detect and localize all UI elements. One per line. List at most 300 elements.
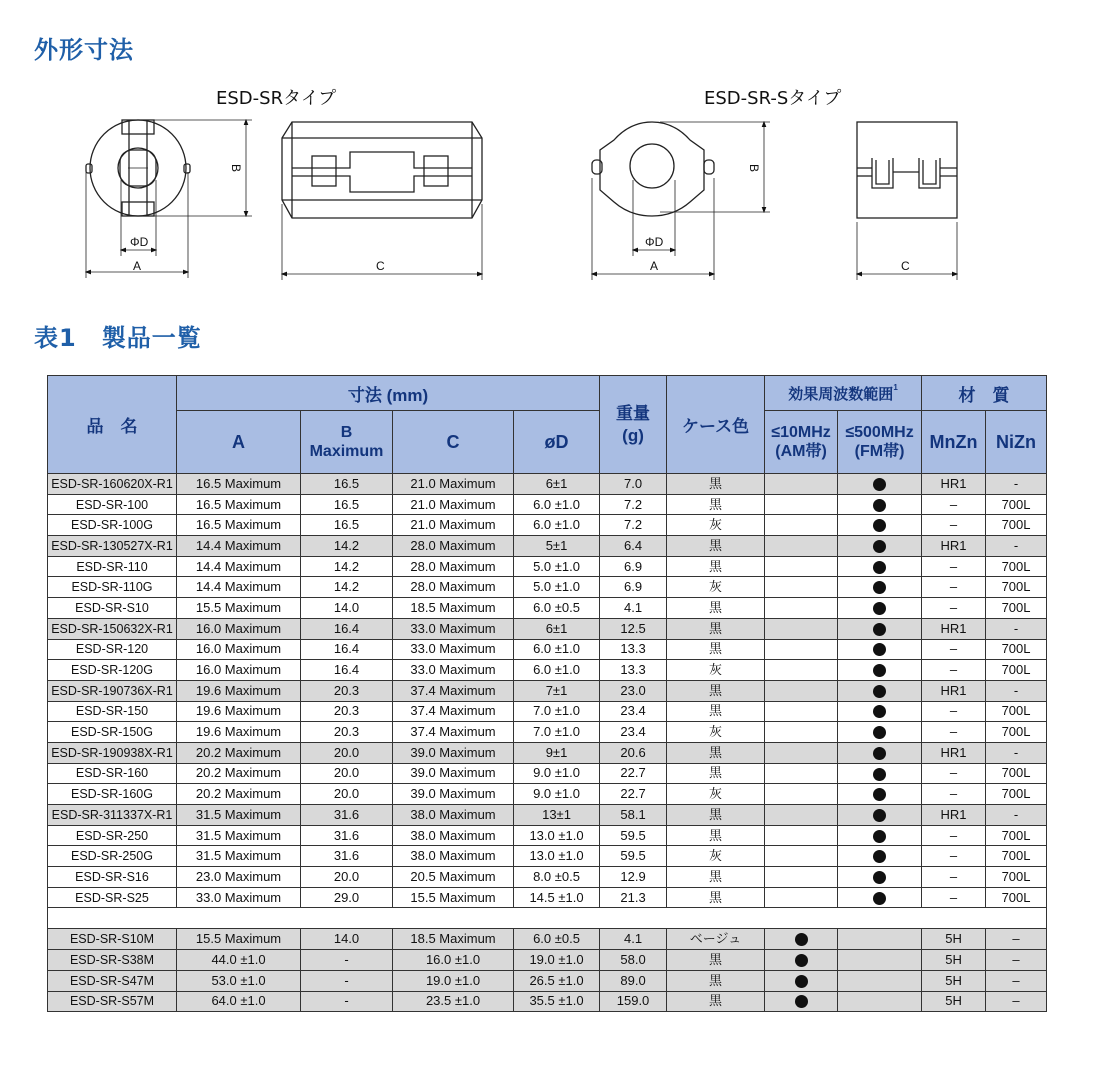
cell-d: 9±1 [514, 742, 600, 763]
cell-color: 黒 [667, 598, 765, 619]
cell-am [765, 618, 838, 639]
cell-w: 12.9 [600, 867, 667, 888]
cell-fm [838, 763, 922, 784]
cell-c: 28.0 Maximum [393, 556, 514, 577]
cell-a: 31.5 Maximum [177, 846, 301, 867]
cell-c: 28.0 Maximum [393, 577, 514, 598]
cell-name: ESD-SR-150G [48, 722, 177, 743]
cell-nizn: – [986, 950, 1047, 971]
cell-d: 6.0 ±1.0 [514, 494, 600, 515]
cell-mnzn: – [922, 598, 986, 619]
cell-a: 16.0 Maximum [177, 639, 301, 660]
cell-w: 12.5 [600, 618, 667, 639]
cell-nizn: – [986, 991, 1047, 1012]
cell-d: 9.0 ±1.0 [514, 763, 600, 784]
esd-sr-front-view [86, 120, 190, 216]
section-title-product-list: 表1 製品一覧 [34, 324, 202, 352]
cell-name: ESD-SR-100 [48, 494, 177, 515]
cell-am [765, 991, 838, 1012]
cell-am [765, 660, 838, 681]
table-row [48, 701, 1047, 722]
cell-b: 20.0 [301, 867, 393, 888]
cell-color: 灰 [667, 846, 765, 867]
label-a-left: A [133, 259, 142, 273]
cell-nizn: 700L [986, 701, 1047, 722]
cell-d: 13.0 ±1.0 [514, 825, 600, 846]
cell-color: 黒 [667, 618, 765, 639]
cell-mnzn: – [922, 577, 986, 598]
cell-mnzn: 5H [922, 970, 986, 991]
header-col-c: C [393, 411, 514, 474]
cell-c: 39.0 Maximum [393, 784, 514, 805]
cell-am [765, 536, 838, 557]
cell-name: ESD-SR-160 [48, 763, 177, 784]
header-product-name: 品 名 [48, 376, 177, 474]
cell-a: 31.5 Maximum [177, 805, 301, 826]
cell-am [765, 494, 838, 515]
header-col-b: B Maximum [301, 411, 393, 474]
cell-fm [838, 660, 922, 681]
header-effective-frequency: 効果周波数範囲$^1$ [765, 376, 922, 411]
cell-mnzn: – [922, 722, 986, 743]
cell-c: 33.0 Maximum [393, 639, 514, 660]
cell-d: 19.0 ±1.0 [514, 950, 600, 971]
filled-circle-icon [873, 809, 886, 822]
cell-name: ESD-SR-130527X-R1 [48, 536, 177, 557]
cell-c: 37.4 Maximum [393, 680, 514, 701]
label-phid-right: ΦD [645, 235, 664, 249]
product-spec-table [47, 375, 1047, 1012]
cell-w: 20.6 [600, 742, 667, 763]
cell-am [765, 805, 838, 826]
cell-a: 16.5 Maximum [177, 494, 301, 515]
cell-d: 14.5 ±1.0 [514, 887, 600, 908]
cell-name: ESD-SR-110G [48, 577, 177, 598]
label-b-left: B [229, 164, 243, 173]
table-row [48, 660, 1047, 681]
header-material: 材 質 [922, 376, 1047, 411]
cell-fm [838, 846, 922, 867]
cell-a: 19.6 Maximum [177, 701, 301, 722]
cell-nizn: 700L [986, 660, 1047, 681]
cell-a: 15.5 Maximum [177, 929, 301, 950]
table-row [48, 515, 1047, 536]
filled-circle-icon [873, 871, 886, 884]
cell-mnzn: 5H [922, 950, 986, 971]
cell-b: 16.4 [301, 639, 393, 660]
cell-color: 黒 [667, 763, 765, 784]
cell-fm [838, 867, 922, 888]
cell-c: 16.0 ±1.0 [393, 950, 514, 971]
cell-a: 19.6 Maximum [177, 722, 301, 743]
cell-nizn: 700L [986, 598, 1047, 619]
cell-c: 18.5 Maximum [393, 598, 514, 619]
cell-a: 16.5 Maximum [177, 474, 301, 495]
cell-name: ESD-SR-120G [48, 660, 177, 681]
cell-nizn: - [986, 618, 1047, 639]
cell-fm [838, 825, 922, 846]
cell-c: 21.0 Maximum [393, 474, 514, 495]
header-col-a: A [177, 411, 301, 474]
cell-d: 5.0 ±1.0 [514, 556, 600, 577]
cell-d: 7.0 ±1.0 [514, 722, 600, 743]
cell-w: 6.4 [600, 536, 667, 557]
cell-c: 38.0 Maximum [393, 805, 514, 826]
cell-b: - [301, 991, 393, 1012]
cell-c: 33.0 Maximum [393, 660, 514, 681]
cell-color: 黒 [667, 680, 765, 701]
spacer-cell [48, 908, 1047, 929]
cell-d: 5.0 ±1.0 [514, 577, 600, 598]
table-row [48, 991, 1047, 1012]
cell-c: 15.5 Maximum [393, 887, 514, 908]
cell-b: 16.4 [301, 660, 393, 681]
table-row [48, 867, 1047, 888]
cell-nizn: 700L [986, 825, 1047, 846]
filled-circle-icon [795, 995, 808, 1008]
cell-name: ESD-SR-250G [48, 846, 177, 867]
cell-am [765, 929, 838, 950]
filled-circle-icon [873, 581, 886, 594]
cell-am [765, 474, 838, 495]
filled-circle-icon [873, 478, 886, 491]
cell-nizn: 700L [986, 867, 1047, 888]
cell-nizn: - [986, 474, 1047, 495]
cell-b: 31.6 [301, 846, 393, 867]
cell-name: ESD-SR-250 [48, 825, 177, 846]
cell-am [765, 763, 838, 784]
filled-circle-icon [873, 788, 886, 801]
header-mnzn: MnZn [922, 411, 986, 474]
cell-c: 39.0 Maximum [393, 742, 514, 763]
cell-w: 6.9 [600, 577, 667, 598]
label-b-right: B [747, 164, 761, 173]
cell-b: 14.2 [301, 577, 393, 598]
filled-circle-icon [873, 643, 886, 656]
cell-d: 6.0 ±0.5 [514, 598, 600, 619]
section-title-dimensions: 外形寸法 [34, 36, 134, 64]
cell-name: ESD-SR-110 [48, 556, 177, 577]
filled-circle-icon [873, 768, 886, 781]
cell-color: 黒 [667, 742, 765, 763]
cell-w: 7.2 [600, 494, 667, 515]
cell-mnzn: HR1 [922, 618, 986, 639]
cell-name: ESD-SR-190736X-R1 [48, 680, 177, 701]
cell-a: 31.5 Maximum [177, 825, 301, 846]
cell-w: 4.1 [600, 929, 667, 950]
cell-fm [838, 536, 922, 557]
cell-mnzn: – [922, 763, 986, 784]
esd-sr-s-side-view [857, 122, 957, 218]
cell-b: 20.0 [301, 784, 393, 805]
table-row [48, 598, 1047, 619]
cell-color: 黒 [667, 536, 765, 557]
table-row [48, 846, 1047, 867]
cell-b: 20.3 [301, 722, 393, 743]
cell-color: ベージュ [667, 929, 765, 950]
cell-fm [838, 618, 922, 639]
table-row [48, 722, 1047, 743]
cell-b: 31.6 [301, 825, 393, 846]
cell-c: 33.0 Maximum [393, 618, 514, 639]
cell-a: 33.0 Maximum [177, 887, 301, 908]
table-row [48, 618, 1047, 639]
label-c-right: C [901, 259, 910, 273]
cell-color: 灰 [667, 515, 765, 536]
cell-b: 16.4 [301, 618, 393, 639]
filled-circle-icon [873, 892, 886, 905]
cell-mnzn: HR1 [922, 742, 986, 763]
cell-w: 59.5 [600, 846, 667, 867]
table-row [48, 950, 1047, 971]
cell-b: 16.5 [301, 474, 393, 495]
table-body [48, 474, 1047, 1012]
cell-nizn: 700L [986, 763, 1047, 784]
cell-a: 19.6 Maximum [177, 680, 301, 701]
cell-d: 5±1 [514, 536, 600, 557]
label-a-right: A [650, 259, 659, 273]
cell-b: 20.3 [301, 701, 393, 722]
cell-nizn: - [986, 742, 1047, 763]
cell-mnzn: – [922, 784, 986, 805]
cell-name: ESD-SR-150 [48, 701, 177, 722]
cell-b: 20.0 [301, 742, 393, 763]
cell-b: - [301, 950, 393, 971]
cell-name: ESD-SR-120 [48, 639, 177, 660]
cell-w: 22.7 [600, 763, 667, 784]
cell-mnzn: – [922, 846, 986, 867]
cell-mnzn: HR1 [922, 805, 986, 826]
cell-a: 16.5 Maximum [177, 515, 301, 536]
cell-name: ESD-SR-S16 [48, 867, 177, 888]
cell-w: 23.4 [600, 701, 667, 722]
cell-mnzn: HR1 [922, 680, 986, 701]
cell-d: 8.0 ±0.5 [514, 867, 600, 888]
cell-color: 黒 [667, 825, 765, 846]
cell-fm [838, 680, 922, 701]
cell-w: 21.3 [600, 887, 667, 908]
cell-b: 20.3 [301, 680, 393, 701]
cell-color: 灰 [667, 784, 765, 805]
cell-am [765, 577, 838, 598]
cell-am [765, 846, 838, 867]
table-row [48, 805, 1047, 826]
table-row [48, 742, 1047, 763]
cell-fm [838, 577, 922, 598]
filled-circle-icon [873, 747, 886, 760]
cell-a: 53.0 ±1.0 [177, 970, 301, 991]
cell-fm [838, 598, 922, 619]
dimension-diagrams [0, 0, 1100, 300]
cell-a: 64.0 ±1.0 [177, 991, 301, 1012]
cell-color: 黒 [667, 701, 765, 722]
table-row [48, 784, 1047, 805]
cell-mnzn: – [922, 701, 986, 722]
cell-name: ESD-SR-S10 [48, 598, 177, 619]
filled-circle-icon [795, 933, 808, 946]
cell-w: 6.9 [600, 556, 667, 577]
cell-name: ESD-SR-150632X-R1 [48, 618, 177, 639]
header-dimensions: 寸法 (mm) [177, 376, 600, 411]
cell-w: 159.0 [600, 991, 667, 1012]
table-row [48, 577, 1047, 598]
table-row [48, 929, 1047, 950]
table-row [48, 887, 1047, 908]
table-spacer-row [48, 908, 1047, 929]
cell-fm [838, 991, 922, 1012]
cell-color: 黒 [667, 867, 765, 888]
cell-a: 20.2 Maximum [177, 784, 301, 805]
table-row [48, 825, 1047, 846]
header-nizn: NiZn [986, 411, 1047, 474]
cell-fm [838, 950, 922, 971]
esd-sr-side-view [282, 122, 482, 218]
header-case-color: ケース色 [667, 376, 765, 474]
cell-c: 21.0 Maximum [393, 494, 514, 515]
cell-mnzn: HR1 [922, 536, 986, 557]
cell-a: 20.2 Maximum [177, 742, 301, 763]
cell-d: 13±1 [514, 805, 600, 826]
cell-color: 黒 [667, 474, 765, 495]
cell-nizn: - [986, 680, 1047, 701]
filled-circle-icon [873, 830, 886, 843]
cell-am [765, 950, 838, 971]
cell-color: 黒 [667, 556, 765, 577]
cell-am [765, 825, 838, 846]
cell-fm [838, 742, 922, 763]
cell-c: 20.5 Maximum [393, 867, 514, 888]
cell-b: - [301, 970, 393, 991]
cell-nizn: 700L [986, 887, 1047, 908]
cell-fm [838, 701, 922, 722]
cell-color: 灰 [667, 660, 765, 681]
cell-am [765, 887, 838, 908]
cell-c: 37.4 Maximum [393, 701, 514, 722]
cell-nizn: - [986, 536, 1047, 557]
cell-w: 58.0 [600, 950, 667, 971]
cell-name: ESD-SR-S25 [48, 887, 177, 908]
cell-a: 44.0 ±1.0 [177, 950, 301, 971]
cell-nizn: 700L [986, 494, 1047, 515]
cell-d: 35.5 ±1.0 [514, 991, 600, 1012]
cell-b: 16.5 [301, 515, 393, 536]
header-weight: 重量 (g) [600, 376, 667, 474]
cell-w: 7.0 [600, 474, 667, 495]
header-freq-am: ≤10MHz (AM帯) [765, 411, 838, 474]
filled-circle-icon [873, 623, 886, 636]
header-col-d: øD [514, 411, 600, 474]
cell-color: 灰 [667, 577, 765, 598]
cell-name: ESD-SR-311337X-R1 [48, 805, 177, 826]
diagram-title-esd-sr-s: ESD-SR-Sタイプ [704, 88, 842, 109]
cell-nizn: 700L [986, 515, 1047, 536]
cell-mnzn: – [922, 556, 986, 577]
cell-b: 14.0 [301, 598, 393, 619]
cell-mnzn: 5H [922, 991, 986, 1012]
cell-nizn: 700L [986, 846, 1047, 867]
filled-circle-icon [873, 850, 886, 863]
cell-mnzn: – [922, 515, 986, 536]
cell-b: 14.2 [301, 536, 393, 557]
table-row [48, 763, 1047, 784]
cell-d: 13.0 ±1.0 [514, 846, 600, 867]
cell-c: 21.0 Maximum [393, 515, 514, 536]
cell-d: 7.0 ±1.0 [514, 701, 600, 722]
filled-circle-icon [873, 664, 886, 677]
cell-d: 6.0 ±1.0 [514, 639, 600, 660]
label-phid-left: ΦD [130, 235, 149, 249]
filled-circle-icon [795, 954, 808, 967]
cell-nizn: 700L [986, 556, 1047, 577]
cell-c: 39.0 Maximum [393, 763, 514, 784]
cell-am [765, 970, 838, 991]
cell-d: 7±1 [514, 680, 600, 701]
table-row [48, 494, 1047, 515]
cell-b: 14.0 [301, 929, 393, 950]
cell-color: 黒 [667, 991, 765, 1012]
cell-color: 黒 [667, 805, 765, 826]
cell-c: 18.5 Maximum [393, 929, 514, 950]
cell-fm [838, 722, 922, 743]
cell-a: 23.0 Maximum [177, 867, 301, 888]
cell-am [765, 784, 838, 805]
cell-nizn: 700L [986, 577, 1047, 598]
cell-name: ESD-SR-160G [48, 784, 177, 805]
cell-name: ESD-SR-100G [48, 515, 177, 536]
filled-circle-icon [873, 705, 886, 718]
cell-w: 22.7 [600, 784, 667, 805]
cell-nizn: – [986, 929, 1047, 950]
cell-mnzn: – [922, 825, 986, 846]
cell-fm [838, 556, 922, 577]
cell-color: 灰 [667, 722, 765, 743]
cell-am [765, 680, 838, 701]
filled-circle-icon [873, 726, 886, 739]
cell-fm [838, 515, 922, 536]
filled-circle-icon [873, 499, 886, 512]
cell-am [765, 722, 838, 743]
cell-a: 14.4 Maximum [177, 556, 301, 577]
filled-circle-icon [873, 540, 886, 553]
cell-a: 14.4 Maximum [177, 577, 301, 598]
cell-mnzn: HR1 [922, 474, 986, 495]
cell-c: 37.4 Maximum [393, 722, 514, 743]
cell-w: 7.2 [600, 515, 667, 536]
table-row [48, 970, 1047, 991]
cell-w: 89.0 [600, 970, 667, 991]
cell-c: 38.0 Maximum [393, 825, 514, 846]
cell-w: 23.4 [600, 722, 667, 743]
cell-w: 58.1 [600, 805, 667, 826]
cell-d: 6.0 ±1.0 [514, 660, 600, 681]
cell-d: 9.0 ±1.0 [514, 784, 600, 805]
cell-fm [838, 474, 922, 495]
cell-mnzn: – [922, 494, 986, 515]
cell-d: 6.0 ±1.0 [514, 515, 600, 536]
cell-nizn: 700L [986, 639, 1047, 660]
cell-am [765, 515, 838, 536]
cell-w: 4.1 [600, 598, 667, 619]
cell-c: 23.5 ±1.0 [393, 991, 514, 1012]
cell-b: 31.6 [301, 805, 393, 826]
cell-name: ESD-SR-S57M [48, 991, 177, 1012]
table-row [48, 474, 1047, 495]
cell-name: ESD-SR-S38M [48, 950, 177, 971]
cell-c: 38.0 Maximum [393, 846, 514, 867]
cell-mnzn: 5H [922, 929, 986, 950]
cell-am [765, 742, 838, 763]
cell-mnzn: – [922, 887, 986, 908]
